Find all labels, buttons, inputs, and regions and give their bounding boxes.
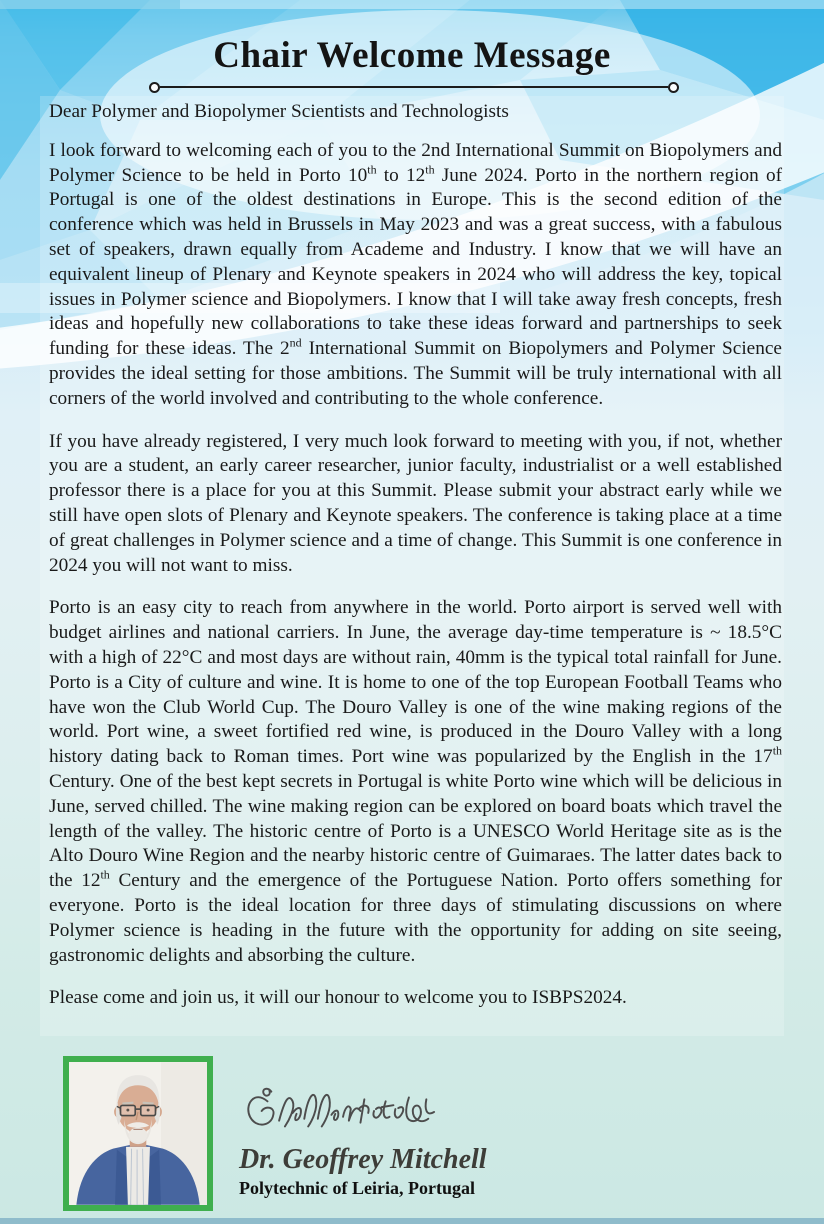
bottom-bar: [0, 1218, 824, 1224]
chair-name: Dr. Geoffrey Mitchell: [239, 1144, 487, 1175]
signature-column: [239, 1056, 487, 1199]
chair-affiliation: Polytechnic of Leiria, Portugal: [239, 1178, 475, 1198]
body-paragraph: I look forward to welcoming each of you to the 2nd International Summit on Biopolymers and Polymer Science to be held in Porto 10th to 12th June 2024. Porto in the northern region of Portugal is one of the oldest destinations in Europe. This is the second edition of the conference which was held in Brussels in May 2023 and was a great success, with a fabulous set of speakers, drawn equally from Academe and Industry. I know that we will have an equivalent lineup of Plenary and Keynote speakers in 2024 who will address the key, topical issues in Polymer science and Biopolymers. I know that I will take away fresh concepts, fresh ideas and hopefully new collaborations to take these ideas forward and partnerships to seek funding for these ideas. The 2nd International Summit on Biopolymers and Polymer Science provides the ideal setting for those ambitions. The Summit will be truly international with all corners of the world involved and contributing to the whole conference.: [49, 139, 783, 409]
chair-photo: [69, 1062, 207, 1205]
body-paragraph: Porto is an easy city to reach from anywhere in the world. Porto airport is served well with budget airlines and national carriers. In June, the average day-time temperature is ~ 18.5°C with a high of 22°C and most days are without rain, 40mm is the typical total rainfall for June. Porto is a City of culture and wine. It is home to one of the top European Football Teams who have won the Club World Cup. The Douro Valley is one of the wine making regions of the world. Port wine, a sweet fortified red wine, is produced in the Douro Valley with a long history dating back to Roman times. Port wine was popularized by the English in the 17th Century. One of the best kept secrets in Portugal is white Porto wine which will be delicious in June, served chilled. The wine making region can be explored on board boats which travel the length of the valley. The historic centre of Porto is a UNESCO World Heritage site as is the Alto Douro Wine Region and the nearby historic centre of Guimaraes. The latter dates back to the 12th Century and the emergence of the Portuguese Nation. Porto offers something for everyone. Porto is the ideal location for three days of stimulating discussions on where Polymer science is heading in the future with the opportunity for adding on site seeing, gastronomic delights and absorbing the culture.: [49, 597, 782, 966]
signature-block: [63, 1056, 487, 1211]
page-title: Chair Welcome Message: [213, 35, 611, 76]
signature-handwriting: [239, 1080, 449, 1142]
closing-line: Please come and join us, it will our honour to welcome you to ISBPS2024.: [49, 987, 627, 1009]
chair-photo-frame: [63, 1056, 213, 1211]
body-paragraph: If you have already registered, I very much look forward to meeting with you, if not, whether you are a student, an early career researcher, junior faculty, industrialist or a well established professor there is a place for you at this Summit. Please submit your abstract early while we still have open slots of Plenary and Keynote speakers. The conference is taking place at a time of great challenges in Polymer science and a time of change. This Summit is one conference in 2024 you will not want to miss.: [49, 430, 782, 576]
letter: [49, 100, 782, 1011]
letter-body: [49, 139, 782, 969]
salutation: Dear Polymer and Biopolymer Scientists and Technologists: [49, 101, 509, 122]
title-underline: [160, 86, 668, 88]
page-header: [0, 34, 824, 77]
